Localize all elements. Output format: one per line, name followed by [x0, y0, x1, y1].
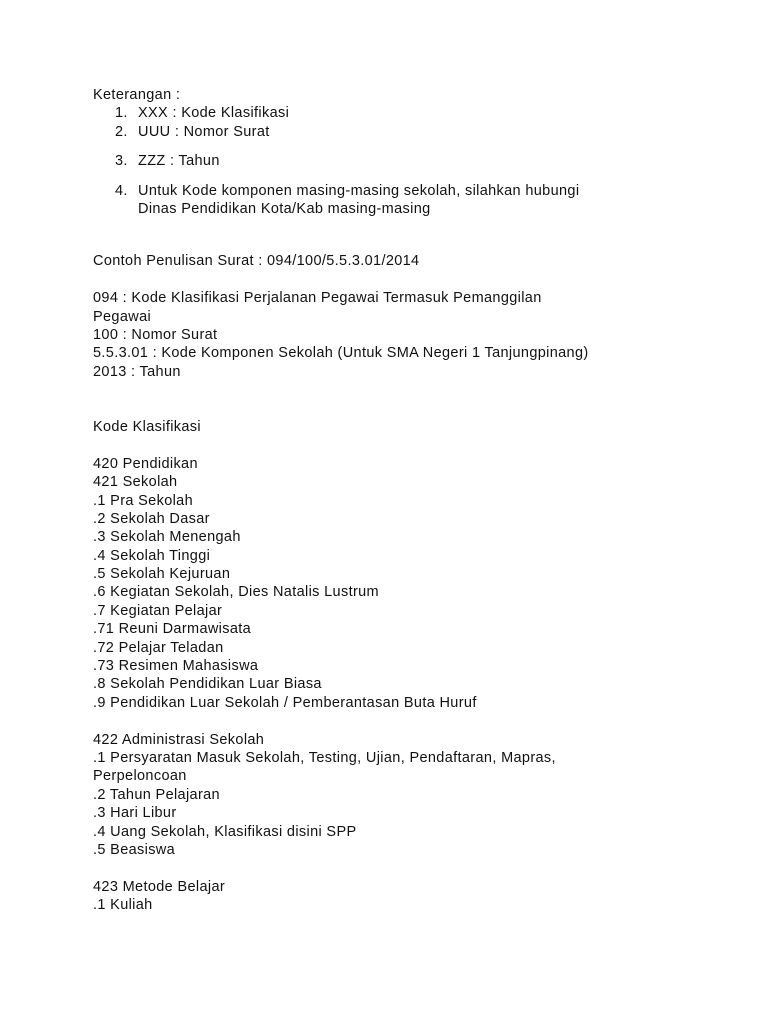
contoh-line: 100 : Nomor Surat: [93, 326, 218, 343]
list-spacer: [93, 171, 713, 182]
list-item: .2 Tahun Pelajaran: [93, 786, 220, 803]
list-item: .9 Pendidikan Luar Sekolah / Pemberantasan Buta Huruf: [93, 694, 477, 711]
list-item: .72 Pelajar Teladan: [93, 639, 224, 656]
contoh-line: Pegawai: [93, 308, 152, 325]
keterangan-item-1: 1. XXX : Kode Klasifikasi: [115, 105, 290, 122]
spacer: [93, 218, 713, 252]
spacer: [93, 859, 713, 877]
list-item: 422 Administrasi Sekolah: [93, 731, 265, 748]
list-item: .1 Persyaratan Masuk Sekolah, Testing, Ujian, Pendaftaran, Mapras,: [93, 749, 556, 766]
list-item: .4 Sekolah Tinggi: [93, 547, 211, 564]
list-item: Perpeloncoan: [93, 768, 187, 785]
spacer: [93, 712, 713, 730]
list-item: .3 Sekolah Menengah: [93, 529, 241, 546]
keterangan-title: Keterangan :: [93, 87, 181, 103]
list-item: 420 Pendidikan: [93, 455, 198, 472]
contoh-line: 2013 : Tahun: [93, 363, 181, 380]
list-item: .3 Hari Libur: [93, 805, 177, 822]
contoh-line: 5.5.3.01 : Kode Komponen Sekolah (Untuk SMA Negeri 1 Tanjungpinang): [93, 345, 589, 362]
list-item: 423 Metode Belajar: [93, 878, 226, 895]
spacer: [93, 381, 713, 418]
list-item: .4 Uang Sekolah, Klasifikasi disini SPP: [93, 823, 357, 840]
list-item: .7 Kegiatan Pelajar: [93, 602, 223, 619]
spacer: [93, 271, 713, 289]
list-item: .5 Beasiswa: [93, 841, 176, 858]
contoh-line: 094 : Kode Klasifikasi Perjalanan Pegawai Termasuk Pemanggilan: [93, 290, 542, 307]
keterangan-item-4: 4. Untuk Kode komponen masing-masing sekolah, silahkan hubungi Dinas Pendidikan Kota/Kab masing-masing: [115, 182, 580, 218]
list-item: .6 Kegiatan Sekolah, Dies Natalis Lustrum: [93, 584, 379, 601]
list-item: .71 Reuni Darmawisata: [93, 621, 252, 638]
list-spacer: [93, 141, 713, 152]
list-item: 421 Sekolah: [93, 474, 178, 491]
keterangan-item-3: 3. ZZZ : Tahun: [115, 153, 220, 170]
contoh-title: Contoh Penulisan Surat : 094/100/5.5.3.01/2014: [93, 253, 420, 270]
list-item: .2 Sekolah Dasar: [93, 510, 210, 527]
list-item: .1 Kuliah: [93, 897, 153, 914]
list-item: .1 Pra Sekolah: [93, 492, 194, 509]
section-423: [93, 878, 713, 915]
list-item: .5 Sekolah Kejuruan: [93, 566, 231, 583]
spacer: [93, 436, 713, 454]
keterangan-list: [93, 104, 713, 218]
section-422: [93, 731, 713, 860]
kode-title: Kode Klasifikasi: [93, 418, 201, 435]
section-420: [93, 455, 713, 712]
list-item: .73 Resimen Mahasiswa: [93, 658, 259, 675]
list-item: .8 Sekolah Pendidikan Luar Biasa: [93, 676, 322, 693]
keterangan-item-2: 2. UUU : Nomor Surat: [115, 123, 270, 140]
document-content: [93, 86, 713, 915]
